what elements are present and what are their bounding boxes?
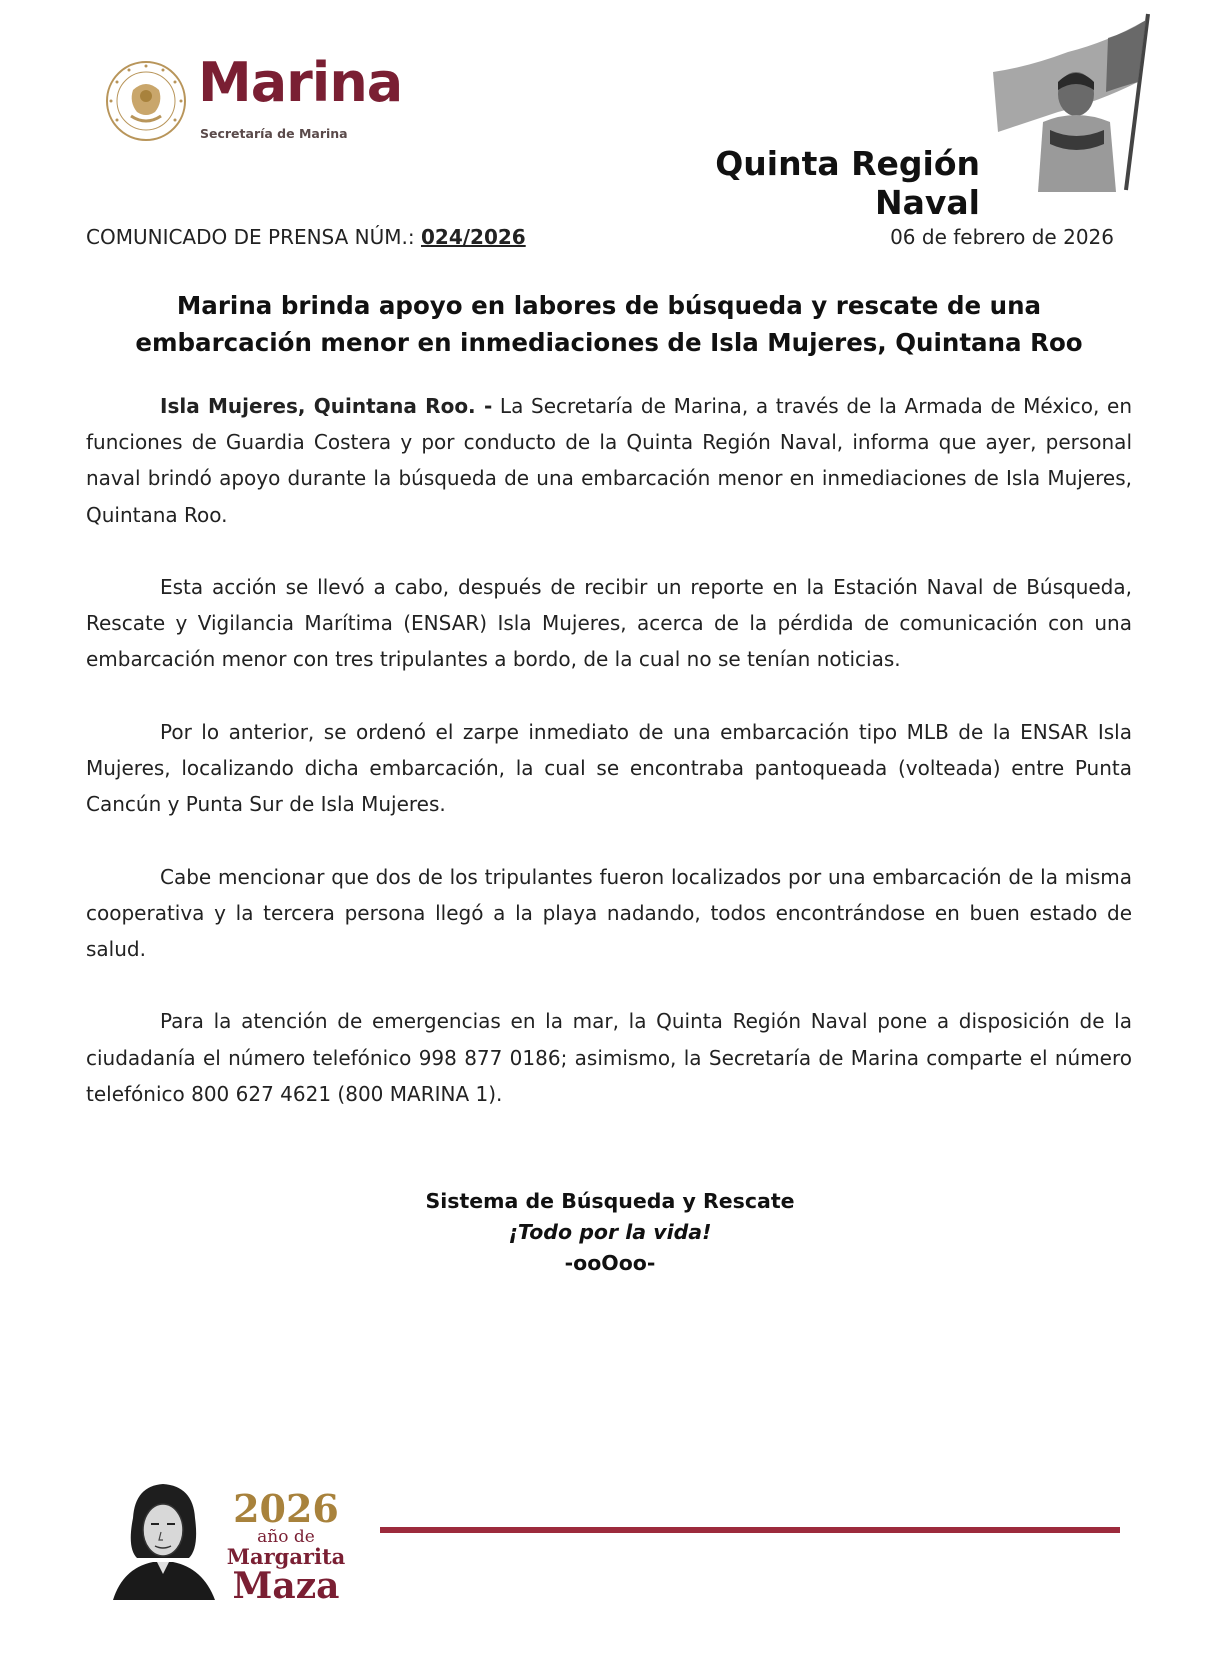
- paragraph: Cabe mencionar que dos de los tripulantes fueron localizados por una embarcación de la misma cooperativa y la tercera persona llegó a la playa nadando, todos encontrándose en buen estado de salud.: [86, 864, 1132, 961]
- region-title: Quinta Región Naval: [715, 144, 980, 222]
- brand-subtitle: Secretaría de Marina: [200, 126, 348, 141]
- closing-block: [0, 1186, 1220, 1279]
- year-label: año de: [257, 1527, 315, 1547]
- system-name: Sistema de Búsqueda y Rescate: [425, 1189, 795, 1213]
- honoree-last-name: Maza: [232, 1565, 340, 1607]
- paragraph-text: La Secretaría de Marina, a través de la Armada de México, en funciones de Guardia Costera y por conducto de la Quinta Región Naval, informa que ayer, personal naval brindó apoyo durante la búsqueda de una embarcación menor en inmediaciones de Isla Mujeres, Quintana Roo.: [86, 394, 1132, 527]
- body-text: [86, 388, 1132, 1112]
- national-seal-icon: [105, 60, 187, 142]
- heroine-flag-illustration: [988, 12, 1158, 192]
- release-number-line: [86, 225, 526, 249]
- honoree-first-name: Margarita: [226, 1544, 346, 1569]
- release-date: 06 de febrero de 2026: [890, 225, 1114, 249]
- paragraph: Por lo anterior, se ordenó el zarpe inmediato de una embarcación tipo MLB de la ENSAR Isla Mujeres, localizando dicha embarcación, la cual se encontraba pantoqueada (volteada) entre Punta Cancún y Punta Sur de Isla Mujeres.: [86, 719, 1132, 817]
- end-mark: -ooOoo-: [564, 1251, 656, 1275]
- commemorative-year-block: [226, 1486, 346, 1607]
- headline: Marina brinda apoyo en labores de búsqueda y rescate de una embarcación menor en inmediaciones de Isla Mujeres, Quintana Roo: [135, 291, 1083, 357]
- commemorative-year: 2026: [233, 1486, 339, 1531]
- release-number: 024/2026: [420, 225, 526, 249]
- motto: ¡Todo por la vida!: [508, 1220, 712, 1244]
- dateline: Isla Mujeres, Quintana Roo. -: [160, 394, 493, 418]
- paragraph: Esta acción se llevó a cabo, después de recibir un reporte en la Estación Naval de Búsqueda, Rescate y Vigilancia Marítima (ENSAR) Isla Mujeres, acerca de la pérdida de comunicación con una embarcación menor con tres tripulantes a bordo, de la cual no se tenían noticias.: [86, 575, 1132, 672]
- release-label: COMUNICADO DE PRENSA NÚM.:: [86, 225, 415, 249]
- paragraph: [86, 388, 1132, 533]
- margarita-maza-portrait: [103, 1478, 221, 1600]
- footer-divider: [380, 1527, 1120, 1533]
- brand-name: Marina: [198, 51, 403, 114]
- paragraph: Para la atención de emergencias en la mar, la Quinta Región Naval pone a disposición de la ciudadanía el número telefónico 998 877 0186; asimismo, la Secretaría de Marina comparte el número telefónico 800 627 4621 (800 MARINA 1).: [86, 1009, 1132, 1106]
